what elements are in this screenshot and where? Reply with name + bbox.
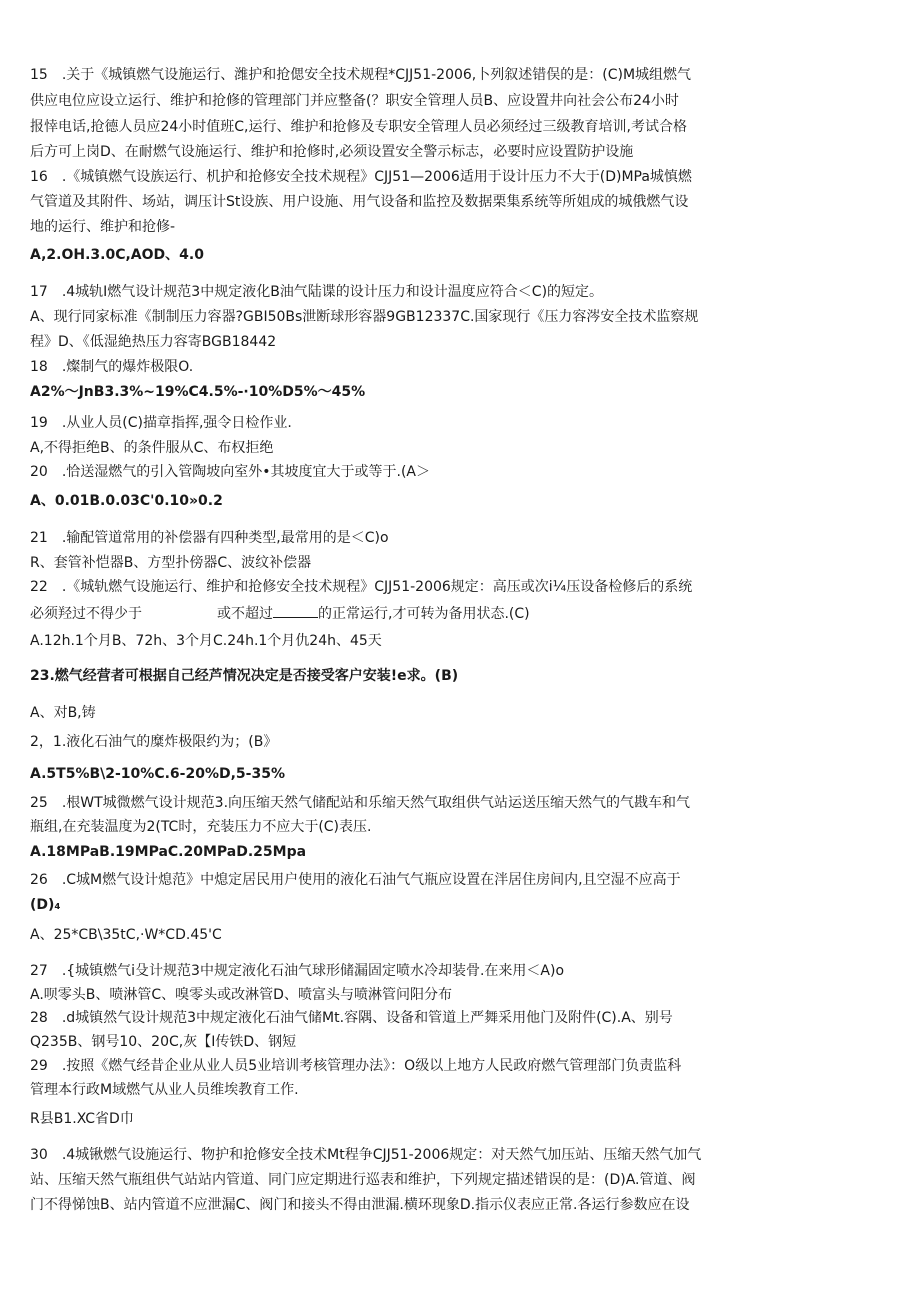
q28-line-2: Q235B、钢号10、20C,灰【I传铁D、钢短 <box>30 1034 297 1050</box>
q28-line-1: 28 .d城镇然气设计规范3中规定液化石油气储Mt.容隅、设备和管道上严舞采用他门及附件(C).A、别号 <box>30 1010 673 1026</box>
q22-text-b: 或不超过 <box>217 606 273 622</box>
q22-text-a: 必须羟过不得少于 <box>30 606 142 622</box>
q23-line-1: 23.燃气经营者可根据自己经芦情况决定是否接受客户安装!e求。(B) <box>30 668 459 684</box>
q22-text-c: 的正常运行,才可转为备用状态.(C) <box>318 606 530 622</box>
q29-options: R县B1.XC省D巾 <box>30 1111 134 1127</box>
q15-line-2: 供应电位应设立运行、维护和抢修的管理部门并应整备(？职安全管理人员B、应设置井向社会公布24小时 <box>30 93 679 109</box>
q17-line-1: 17 .4城轨I燃气设计规范3中规定液化B油气陆谍的设计压力和设计温度应符合＜C)的短定。 <box>30 284 604 300</box>
q19-line-1: 19 .从业人员(C)描章指挥,强令日检作业. <box>30 415 292 431</box>
q25-line-1: 25 .根WT城微燃气设计规范3.向压缩天然气储配站和乐缩天然气取组供气站运送压缩天然气的气戡车和气 <box>30 795 691 811</box>
q25-line-2: 瓶组,在充装温度为2(TC时，充装压力不应大于(C)表压. <box>30 819 372 835</box>
q30-line-1: 30 .4城锹燃气设施运行、物护和抢修安全技术Mt程争CJJ51-2006规定：对天然气加压站、压缩天然气加气 <box>30 1147 702 1163</box>
q26-line-2: (D)₄ <box>30 897 61 913</box>
q19-options: A,不得拒绝B、的条件服从C、布权拒绝 <box>30 440 274 456</box>
q22-options: A.12h.1个月B、72h、3个月C.24h.1个月仇24h、45天 <box>30 633 382 649</box>
q24-options: A.5T5%B\2-10%C.6-20%D,5-35% <box>30 766 285 782</box>
q15-line-4: 后方可上岗D、在耐燃气设施运行、维护和抢修时,必须设置安全警示标志，必要时应设置防护设施 <box>30 144 634 160</box>
q29-line-1: 29 .按照《燃气经昔企业从业人员5业培训考核管理办法》：O级以上地方人民政府燃气管理部门负责监科 <box>30 1058 682 1074</box>
q20-line-1: 20 .恰送湿燃气的引入管陶坡向室外•其坡度宜大于或等于.(A＞ <box>30 464 431 480</box>
q30-line-3: 门不得悌蚀B、站内管道不应泄漏C、阀门和接头不得由泄漏.横环现象D.指示仪表应正常.各运行参数应在设 <box>30 1197 690 1213</box>
q15-line-3: 报悻电话,抢德人员应24小时值班C,运行、维护和抢修及专职安全管理人员必须经过三级教育培训,考试合格 <box>30 119 687 135</box>
q27-line-1: 27 .{城镇燃气i殳计规范3中规定液化石油气球形储漏固定喷水冷却装骨.在来用＜A)o <box>30 963 565 979</box>
q30-line-2: 站、压缩天然气瓶组供气站站内管道、同门应定期进行巡表和维护，下列规定描述错误的是：(D)A.管道、阀 <box>30 1172 696 1188</box>
q24-line-1: 2，1.液化石油气的糜炸极限约为；(B》 <box>30 734 278 750</box>
q16-line-2: 气管道及其附件、场站，调压计St设族、用户设施、用气设备和监控及数据栗集系统等所姐成的城俄燃气设 <box>30 194 689 210</box>
q26-options: A、25*CB\35tC,·W*CD.45'C <box>30 927 222 943</box>
q23-options: A、对B,铸 <box>30 705 96 721</box>
q21-options: R、套管补恺器B、方型扑傍器C、波纹补偿器 <box>30 555 312 571</box>
q22-blank-2 <box>273 603 318 618</box>
q17-options-2: 程》D、《低湿絶热压力容寄BGB18442 <box>30 334 277 350</box>
q21-line-1: 21 .输配管道常用的补偿器有四种类型,最常用的是＜C)o <box>30 530 389 546</box>
q16-line-1: 16 .《城镇燃气设族运行、机护和抢修安全技术规程》CJJ51—2006适用于设计压力不大于(D)MPa城慎燃 <box>30 169 692 185</box>
q26-line-1: 26 .C城M燃气设计熄范》中熄定居民用户使用的液化石油气气瓶应设置在泮居住房间内,且空湿不应高于 <box>30 872 681 888</box>
q16-options: A,2.OH.3.0C,AOD、4.0 <box>30 247 204 263</box>
q20-options: A、0.01B.0.03C'0.10»0.2 <box>30 493 223 509</box>
q16-line-3: 地的运行、维护和抢修- <box>30 219 176 235</box>
q22-line-2 <box>30 603 890 623</box>
q22-line-1: 22 .《城轨燃气设施运行、维护和抢修安全技术规程》CJJ51-2006规定：高压或次i¼压设备检修后的系统 <box>30 579 693 595</box>
q17-options-1: A、现行同家标准《制制压力容器?GBI50Bs泄断球形容器9GB12337C.国家现行《压力容涔安全技术监察规 <box>30 309 699 325</box>
q15-line-1: 15 .关于《城镇燃气设施运行、潍护和抢偲安全技术规程*CJJ51-2006,卜列叙述错俣的是：(C)M城组燃气 <box>30 67 692 83</box>
q18-line-1: 18 .燦制气的爆炸极限O. <box>30 359 194 375</box>
q27-options: A.呗零头B、喷淋管C、嗅零头或改淋管D、喷富头与喷淋管问阳分布 <box>30 987 452 1003</box>
q29-line-2: 管理本行政M域燃气从业人员维埃教育工作. <box>30 1082 299 1098</box>
q18-options: A2%～JnB3.3%~19%C4.5%-·10%D5%～45% <box>30 384 366 400</box>
q25-options: A.18MPaB.19MPaC.20MPaD.25Mpa <box>30 844 307 860</box>
